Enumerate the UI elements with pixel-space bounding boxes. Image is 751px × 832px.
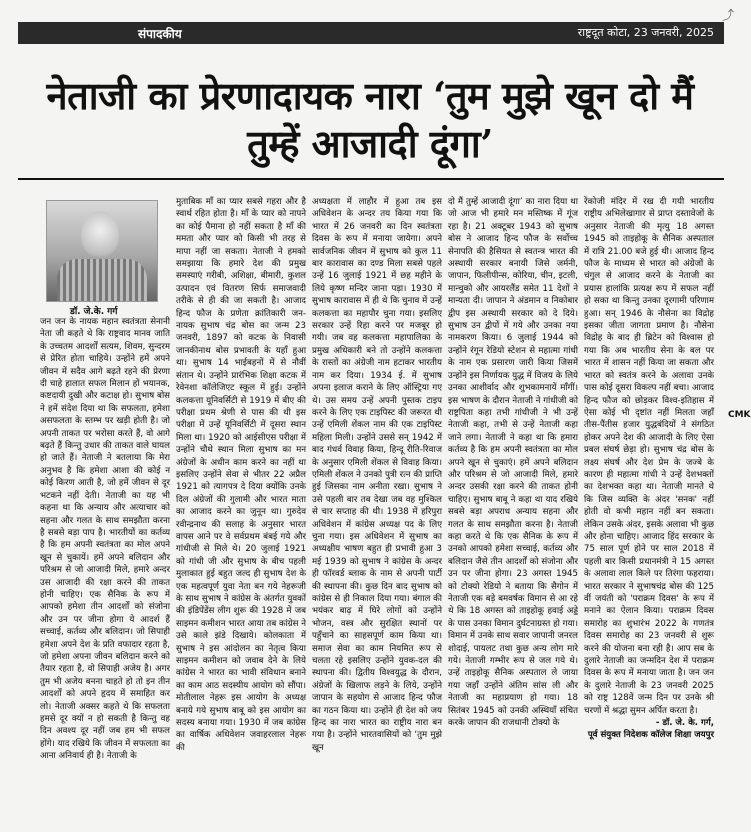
publication-meta: राष्ट्रदूत कोटा, 23 जनवरी, 2025 [577, 26, 714, 39]
column-1-text: जन जन के नायक महान स्वतंत्रता सेनानी नेता जी कहते थे कि राष्ट्रवाद मानव जाति के उच्चतम आदर्शों सत्यम, शिवम, सुन्दरम से प्रेरित होता चाहिये। उन्होंने हमें अपने जीवन में सदैव आगे बढ़ते रहने की प्रेरणा दी चाहे हालात सफल मिलान हों भयानक, कष्टदायी दुखी और कटाक्ष हो। सुभाष बोस ने हमें संदेश दिया था कि सफलता, हमेशा असफलता के स्तम्भ पर खड़ी होती है। जो अपनी ताकत पर भरोसा करते हैं, वो आगे बढ़ते हैं किन्तु उधार की ताकत वाले घायल हो जाते हैं। नेताजी ने बतलाया कि मेरा अनुभव है कि हमेशा आशा की कोई न कोई किरण आती है, जो हमें जीवन से दूर भटकने नहीं देती। नेताजी का यह भी कहना था कि अन्याय और अत्याचार को सहना और गलत के साथ समझौता करना है सबसे बड़ा पाप है। भारतीयों का कर्तव्य है कि हम अपनी स्वतंत्रता का मोल अपने खून से चुकायें। हमें अपने बलिदान और परिश्रम से जो आजादी मिले, हमारे अन्दर उस आजादी की रक्षा करने की ताकत होनी चाहिए। एक सैनिक के रूप में आपको हमेशा तीन आदर्शों को संजोना और उन पर जीना होगा ये आदर्श हैं सच्चाई, कर्तव्य और बलिदान। जो सिपाही हमेशा अपने देश के प्रति वफादार रहता है, जो हमेशा अपना जीवन बलिदान करने को तैयार रहता है, वो सिपाही अजेय है। अगर तुम भी अजेय बनना चाहते हो तो इन तीन आदर्शों को अपने हृदय में समाहित कर लो। नेताजी अक्सर कहते थे कि सफलता हमसे दूर क्यों न हो सकती है किन्तु वह दिन अवश्य दूर नहीं जब हम भी सफल होंगे। याद रखिये कि जीवन में सफलता का आना अनिवार्य ही है। नेताजी के [40, 317, 170, 762]
author-photo-body [57, 259, 147, 301]
section-header-bar [18, 22, 724, 44]
headline-rule [18, 178, 724, 180]
signature-name: - डॉ. जे. के. गर्ग, [655, 718, 714, 729]
article-column-5 [584, 196, 714, 824]
article-column-3 [312, 196, 442, 824]
headline: नेताजी का प्रेरणादायक नारा ‘तुम मुझे खून दो मैं तुम्हें आजादी दूंगा’ [46, 73, 694, 166]
print-color-marks: CMK [728, 410, 751, 420]
article-column-4 [448, 196, 578, 824]
author-photo-head [81, 211, 119, 259]
section-label: संपादकीय [138, 27, 182, 41]
column-5-text: रेंकोजी मंदिर में रख दी गयी भारतीय राष्ट्रीय अभिलेखागार से प्राप्त दस्तावेजों के अनुसार नेताजी की मृत्यु 18 अगस्त 1945 को ताइहोकू के सैनिक अस्पताल में रात्रि 21.00 बजे हुई थी। आजाद हिन्द फौज के माध्यम से भारत को अंग्रेजों के चंगुल से आजाद करने के नेताजी का प्रयास हालांकि प्रत्यक्ष रूप में सफल नहीं हो सका था किन्तु उनका दूरगामी परिणाम हुआ। सन् 1946 के नौसेना का विद्रोह इसका जीता जागता प्रमाण है। नौसेना विद्रोह के बाद ही ब्रिटेन को विश्वास हो गया कि अब भारतीय सेना के बल पर भारत में शासन नहीं किया जा सकता और भारत को स्वतंत्र करने के अलावा उनके पास कोई दूसरा विकल्प नहीं बचा। आजाद हिन्द फौज को छोड़कर विश्व-इतिहास में ऐसा कोई भी दृष्टांत नहीं मिलता जहाँ तीस-पैंतीस हजार युद्धबंदियों ने संगठित होकर अपने देश की आजादी के लिए ऐसा प्रबल संघर्ष छेड़ा हो। सुभाष चंद्र बोस के लक्ष्य संघर्ष और देश प्रेम के जज्बे के कारण ही महात्मा गांधी ने उन्हें देशभक्तों का देशभक्त कहा था। नेताजी मानते थे कि जिस व्यक्ति के अंदर 'सनक' नहीं होती वो कभी महान नहीं बन सकता। लेकिन उसके अंदर, इसके अलावा भी कुछ और होना चाहिए। आजाद हिंद सरकार के 75 साल पूर्ण होने पर साल 2018 में पहली बार किसी प्रधानमंत्री ने 15 अगस्त के अलावा लाल किले पर तिरंगा फहराया। भारत सरकार ने सुभाषचंद्र बोस की 125 वीं जयंती को 'पराक्रम दिवस' के रूप में मनाने का ऐलान किया। पराक्रम दिवस समारोह का शुभारंभ 2022 के गणतंत्र दिवस समारोह का 23 जनवरी से शुरू करने की योजना बना रही है। आप सब के दुलारे नेताजी का जन्मदिन देश में पराक्रम दिवस के रूप में मनाया जाता है। जन जन के दुलारे नेताजी के 23 जनवरी 2025 को राष्ट्र 128वें जन्म दिन पर उनके श्री चरणों में श्रद्धा सुमन अर्पित करता है। [584, 197, 714, 716]
share-icon[interactable]: ⤴ [721, 8, 734, 22]
column-2-text: मुताबिक माँ का प्यार सबसे गहरा और है स्वार्थ रहित होता है। माँ के प्यार को नापने का कोई पैमाना हो नहीं सकता है माँ की ममता और प्यार को किसी भी तरह से मापा नहीं जा सकता। नेताजी ने हमको समझाया कि हमारे देश की प्रमुख समस्याएं गरीबी, अशिक्षा, बीमारी, कुशल उत्पादन एवं वितरण सिर्फ समाजवादी तरीके से ही की जा सकती है। आजाद हिन्द फौज के प्रणेता क्रांतिकारी जन-नायक सुभाष चंद्र बोस का जन्म 23 जनवरी, 1897 को कटक के निवासी जानकीनाथ बोस प्रभावती के यहाँ हुआ था। सुभाष 14 भाईबहनों में से नौवीं संतान थे। उन्होंने प्रारंभिक शिक्षा कटक में रेवेनशा कॉलेजिएट स्कूल में हुई। उन्होंने कलकत्ता यूनिवर्सिटी से 1919 में बीए की परीक्षा प्रथम श्रेणी से पास की थी इस परीक्षा में उन्हें यूनिवर्सिटी में दूसरा स्थान मिला था। 1920 को आईसीएस परीक्षा में उन्होंने चौथे स्थान मिला सुभाष का मन अंग्रेजों के अधीन काम करने का नहीं था इसलिए उन्होंने सेवा से भीतर 22 अप्रैल 1921 को त्यागपत्र दे दिया क्योंकि उनके दिल अंग्रेजों की गुलामी और भारत माता का आजाद करने का जुनून था। गुरुदेव रवीन्द्रनाथ की सलाह के अनुसार भारत वापस आने पर वे सर्वप्रथम बंबई गये और गांधीजी से मिले थे। 20 जुलाई 1921 को गांधी जी और सुभाष के बीच पहली मुलाकात हुई बहुत जल्द ही सुभाष देश के एक महत्वपूर्ण युवा नेता बन गये नेहरूजी के साथ सुभाष ने कांग्रेस के अंतर्गत युवकों की इंडिपेंडेंस लीग शुरू की 1928 में जब साइमन कमीशन भारत आया तब कांग्रेस ने उसे काले झंडे दिखाये। कोलकाता में सुभाष ने इस आंदोलन का नेतृत्व किया साइमन कमीशन को जवाब देने के लिये कांग्रेस ने भारत का भावी संविधान बनाने का काम आठ सदस्यीय आयोग को सौंपा। मोतीलाल नेहरू इस आयोग के अध्यक्ष बनाये गये सुभाष बाबू को इस आयोग का सदस्य बनाया गया। 1930 में जब कांग्रेस का वार्षिक अधिवेशन जवाहरलाल नेहरू की [176, 197, 306, 753]
article-column-2 [176, 196, 306, 824]
column-4-text: दो मैं तुम्हें आजादी दूंगा’ का नारा दिया था जो आज भी हमारे मन मस्तिष्क में गूंज रहा है। 21 अक्टूबर 1943 को सुभाष बोस ने आजाद हिन्द फौज के सर्वोच्च सेनापति की हैसियत से स्वतन्त्र भारत की अस्थायी सरकार बनायी जिसे जर्मनी, जापान, फिलीपीन्स, कोरिया, चीन, इटली, मान्चुको और आयरलैंड समेत 11 देशों ने मान्यता दी। जापान ने अंडमान व निकोबार द्वीप इस अस्थायी सरकार को दे दिये। सुभाष उन द्वीपों में गये और उनका नया नामकरण किया। 6 जुलाई 1944 को उन्होंने रंगून रेडियो स्टेशन से महात्मा गांधी के नाम एक प्रसारण जारी किया जिसमें उन्होंने इस निर्णायक युद्ध में विजय के लिये उनका आशीर्वाद और शुभकामनायें माँगीं। इस भाषण के दौरान नेताजी ने गांधीजी को राष्ट्रपिता कहा तभी गांधीजी ने भी उन्हें नेताजी कहा, तभी से उन्हें नेताजी कहा जाने लगा। नेताजी ने कहा था कि हमारा कर्तव्य है कि हम अपनी स्वतंत्रता का मोल अपने खून से चुकाएं। हमें अपने बलिदान और परिश्रम से जो आजादी मिले, हमारे अन्दर उसकी रक्षा करने की ताकत होनी चाहिए। सुभाष बाबू ने कहा था याद रखिये सबसे बड़ा अपराध अन्याय सहना और गलत के साथ समझौता करना है। नेताजी कहा करते थे कि एक सैनिक के रूप में उनको आपको हमेशा सच्चाई, कर्तव्य और बलिदान जैसे तीन आदर्शों को संजोना और उन पर जीना होगा। 23 अगस्त 1945 को टोक्यो रेडियो ने बताया कि सैगोन में नेताजी एक बड़े बमवर्षक विमान से आ रहे थे कि 18 अगस्त को ताइहोकू हवाई अड्डे के पास उनका विमान दुर्घटनाग्रस्त हो गया। विमान में उनके साथ सवार जापानी जनरल शोदाई, पायलट तथा कुछ अन्य लोग मारे गये। नेताजी गम्भीर रूप से जल गये थे। उन्हें ताइहोकू सैनिक अस्पताल ले जाया गया जहाँ उन्होंने अंतिम सांस ली और नेताजी का महाप्रयाण हो गया। 18 सितंबर 1945 को उनकी अस्थियाँ संचित करके जापान की राजधानी टोक्यो के [448, 197, 578, 729]
author-photo [46, 200, 158, 302]
article-column-1 [40, 316, 170, 824]
signature-title: पूर्व संयुक्त निदेशक कॉलेज शिक्षा जयपुर [587, 730, 714, 741]
author-caption: डॉ. जे.के. गर्ग [70, 307, 118, 317]
column-3-text: अध्यक्षता में लाहौर में हुआ तब इस अधिवेशन के अन्दर तय किया गया कि भारत में 26 जनवरी का दिन स्वतंत्रता दिवस के रूप में मनाया जायेगा। अपने सार्वजनिक जीवन में सुभाष को कुल 11 बार कारावास का दण्ड मिला सबसे पहले उन्हें 16 जुलाई 1921 में छह महीने के लिये कृष्ण मन्दिर जाना पड़ा। 1930 में सुभाष कारावास में ही थे कि चुनाव में उन्हें कलकत्ता का महापौर चुना गया। इसलिए सरकार उन्हें रिहा करने पर मजबूर हो गयी। जब वह कलकत्ता महापालिका के प्रमुख अधिकारी बने तो उन्होंने कलकत्ता के रास्तों का अंग्रेजी नाम हटाकर भारतीय नाम कर दिया। 1934 ई. में सुभाष अपना इलाज कराने के लिए ऑस्ट्रिया गए थे। उस समय उन्हें अपनी पुस्तक टाइप करने के लिए एक टाइपिस्ट की जरूरत थी उन्हें एमिली शेंकल नाम की एक टाइपिस्ट महिला मिली। उन्होंने उससे सन् 1942 में बाद गंधर्व विवाह किया, हिन्दू रीति-रिवाज के अनुसार एमिली शेंकल से विवाह किया। एमिली शेंकल ने उनको पुत्री रत्न की प्राप्ति हुई जिसका नाम अनीता रखा। सुभाष ने उसे पहली बार तब देखा जब वह मुश्किल से चार सप्ताह की थी। 1938 में हरिपुरा अधिवेशन में कांग्रेस अध्यक्ष पद के लिए चुना गया। इस अधिवेशन में सुभाष का अध्यक्षीय भाषण बहुत ही प्रभावी हुआ 3 मई 1939 को सुभाष ने कांग्रेस के अन्दर ही फॉरवर्ड ब्लाक के नाम से अपनी पार्टी की स्थापना की। कुछ दिन बाद सुभाष को कांग्रेस से ही निकाल दिया गया। बंगाल की भयंकर बाढ़ में घिरे लोगों को उन्होंने भोजन, वस्त्र और सुरक्षित स्थानों पर पहुँचाने का साहसपूर्ण काम किया था। समाज सेवा का काम नियमित रूप से चलता रहे इसलिए उन्होंने युवक-दल की स्थापना की। द्वितीय विश्वयुद्ध के दौरान, अंग्रेजों के खिलाफ लड़ने के लिये, उन्होंने जापान के सहयोग से आजाद हिन्द फौज का गठन किया था। उन्होंने ही देश को जय हिन्द का नारा भारत का राष्ट्रीय नारा बन गया है। उन्होंने भारतवासियों को ‘तुम मुझे खून [312, 197, 442, 753]
